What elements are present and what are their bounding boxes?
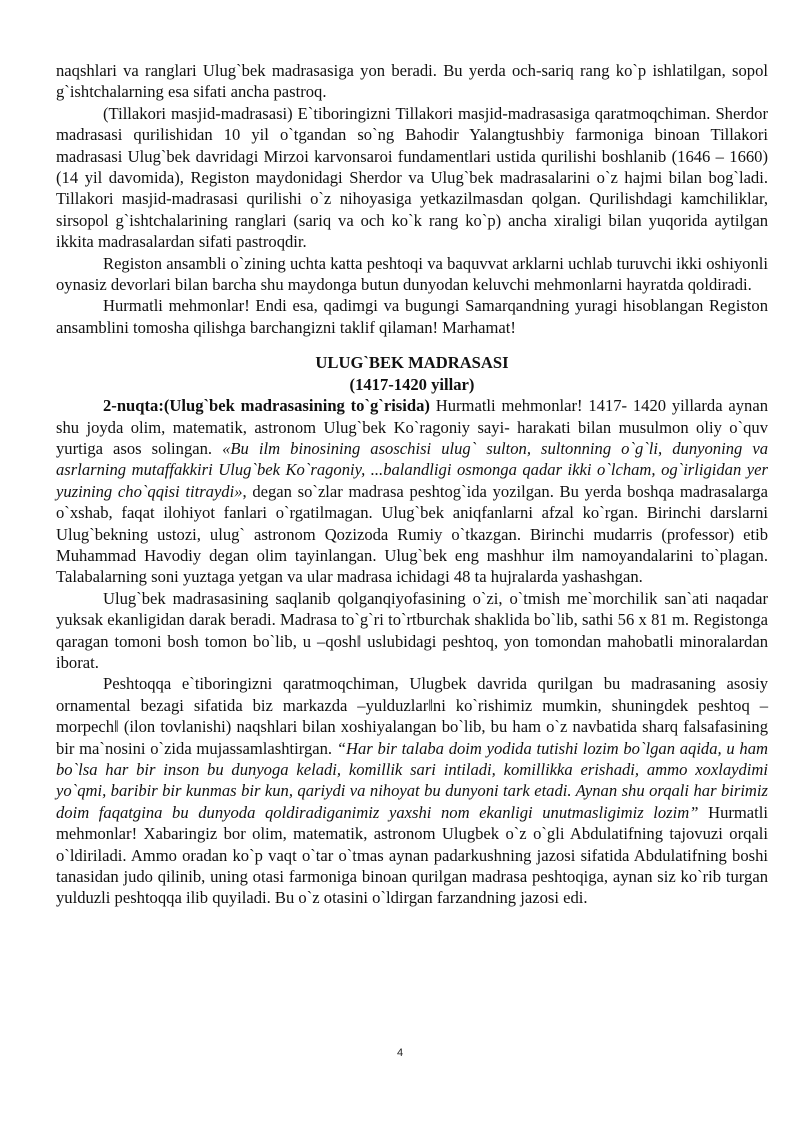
paragraph-1: naqshlari va ranglari Ulug`bek madrasasiga yon beradi. Bu yerda och-sariq rang ko`p ishlatilgan, sopol g`ishtchalarning esa sifati ancha pastroq.: [56, 61, 768, 102]
point-text-a: Hurmatli mehmonlar! 1417- 1420 yillarda aynan shu joyda olim, matematik, astronom Ulug`bek Ko`ragoniy sayi- harakati bilan musulmon oliy o`quv yurtiga asos solingan.: [56, 396, 768, 458]
section-title: ULUG`BEK MADRASASI: [315, 353, 509, 373]
peshtoq-text-b: Hurmatli mehmonlar! Xabaringiz bor olim, matematik, astronom Ulugbek o`z o`gli Abdulatifning tajovuzi orqali o`ldiriladi. Ammo oradan ko`p vaqt o`tar o`tmas aynan padarkushning jazosi sifatida Abdulatifning boshi tanasidan judo qilinib, uning otasi farmoniga binoan qurilgan madrasa peshtoqiga, aynan siz ko`rib turgan yulduzli peshtoqqa ilib quyiladi. Bu o`z otasini o`ldirgan farzandning jazosi edi.: [56, 802, 768, 908]
point-label: 2-nuqta:(Ulug`bek madrasasining to`g`risida): [103, 396, 430, 416]
paragraph-peshtoq: [56, 673, 768, 908]
paragraph-madrasa-shape: Ulug`bek madrasasining saqlanib qolganqiyofasining o`zi, o`tmish me`morchilik san`ati naqadar yuksak ekanligidan darak beradi. Madrasa to`g`ri to`rtburchak shaklida bo`lib, sathi 56 x 81 m. Registonga qaragan tomoni bosh tomon bo`lib, u –qoshǁ uslubidagi peshtoq, yon tomondan mahobatli minoralardan iborat.: [56, 588, 768, 672]
point-text-b: , degan so`zlar madrasa peshtog`ida yozilgan. Bu yerda boshqa madrasalarga o`xshab, faqat ilohiyot fanlari o`rgatilmagan. Ulug`bek aniqfanlarni afzal ko`rgan. Birinchi darslarni Ulug`bekning ustozi, ulug` astronom Qozizoda Rumiy o`tkazgan. Birinchi mudarris (professor) etib Muhammad Havodiy degan olim tayinlangan. Ulug`bek eng mashhur ilm namoyandalarini to`plagan. Talabalarning soni yuztaga yetgan va ular madrasa ichidagi 48 ta hujralarda yashashgan.: [56, 481, 768, 587]
paragraph-point-2: [56, 395, 768, 588]
peshtoq-text-a: Peshtoqqa e`tiboringizni qaratmoqchiman, Ulugbek davrida qurilgan bu madrasaning asosiy ornamental bezagi sifatida biz markazda –yulduzlarǁni ko`rishimiz mumkin, shuningdek peshtoq –morpechǁ (ilon tovlanishi) naqshlari bilan xoshiyalangan bo`lib, bu ham o`z navbatida sharq falsafasining bir ma`nosini o`zida mujassamlashtirgan.: [56, 674, 768, 758]
paragraph-invitation: Hurmatli mehmonlar! Endi esa, qadimgi va bugungi Samarqandning yuragi hisoblangan Registon ansamblini tomosha qilishga barchangizni taklif qilaman! Marhamat!: [56, 296, 768, 337]
page-number: 4: [396, 1047, 404, 1059]
peshtoq-quote: “Har bir talaba doim yodida tutishi lozim bo`lgan aqida, u ham bo`lsa har bir inson bu dunyoga keladi, komillik sari intiladi, komillikka erishadi, ammo xoxlaydimi yo`qmi, baribir bir kunmas bir kun, qariydi va nihoyat bu dunyoni tark etadi. Aynan shu orqali har birimiz doim faqatgina bu dunyoda qoldiradiganimiz yaxshi nom ekanligi unutmasligimiz lozim”: [56, 738, 768, 822]
section-years: (1417-1420 yillar): [349, 374, 475, 394]
paragraph-tillakori: (Tillakori masjid-madrasasi) E`tiboringizni Tillakori masjid-madrasasiga qaratmoqchiman. Sherdor madrasasi qurilishidan 10 yil o`tgandan so`ng Bahodir Yalangtushbiy farmoniga binoan Tillakori madrasasi Ulug`bek davridagi Mirzoi karvonsaroi fundamentlari ustida qurilishi boshlanib (1646 – 1660) (14 yil davomida), Registon maydonidagi Sherdor va Ulug`bek madrasalarini o`z hajmi bilan bog`ladi. Tillakori masjid-madrasasi qurilishi o`z nihoyasiga yetkazilmasdan qolgan. Qurilishdagi kamchiliklar, sirsopol g`ishtchalarining ranglari (sariq va och ko`k rang ko`p) ancha xiraligi bilan yuqorida aytilgan ikkita madrasalardan sifati pastroqdir.: [56, 103, 768, 252]
point-quote: «Bu ilm binosining asoschisi ulug` sulton, sultonning o`g`li, dunyoning va asrlarning mutaffakkiri Ulug`bek Ko`ragoniy, ...balandligi osmonga qadar ikki o`lcham, og`irligidan yer yuzining cho`qqisi titraydi»: [56, 438, 769, 501]
paragraph-registon-ensemble: Registon ansambli o`zining uchta katta peshtoqi va baquvvat arklarni uchlab turuvchi ikki oshiyonli oynasiz devorlari bilan barcha shu maydonga butun dunyodan keluvchi mehmonlarni hayratda qoldiradi.: [56, 253, 768, 295]
document-page: [56, 60, 768, 909]
